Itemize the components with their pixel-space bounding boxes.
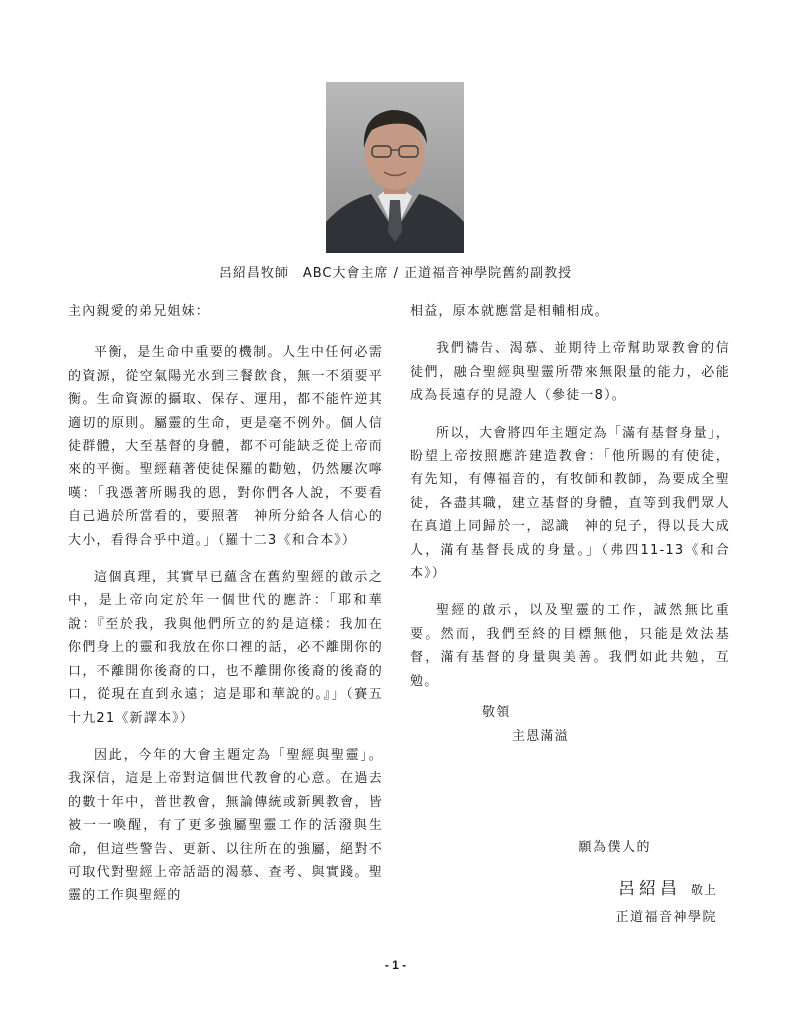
signature-name: 呂紹昌 bbox=[617, 879, 681, 899]
paragraph-prayer: 我們禱告、渴慕、並期待上帝幫助眾教會的信徒們，融合聖經與聖靈所帶來無限量的能力，必能成為長遠存的見證人（參徒一8）。 bbox=[410, 341, 730, 404]
letter-right-column bbox=[410, 300, 730, 748]
paragraph-truth: 這個真理，其實早已蘊含在舊約聖經的啟示之中，是上帝向定於年一個世代的應許：「耶和華說：『至於我，我與他們所立的約是這樣：我加在你們身上的靈和我放在你口裡的話，必不離開你的口，不離開你後裔的口，也不離開你後裔的後裔的口，從現在直到永遠；這是耶和華說的。』」（賽五十九21《新譯本》） bbox=[68, 570, 383, 726]
paragraph-balance: 平衡，是生命中重要的機制。人生中任何必需的資源，從空氣陽光水到三餐飲食，無一不須要平衡。生命資源的攝取、保存、運用，都不能忤逆其適切的原則。屬靈的生命，更是毫不例外。個人信徒群體，大至基督的身體，都不可能缺乏從上帝而來的平衡。聖經藉著使徒保羅的勸勉，仍然屢次嚀嘆：「我憑著所賜我的恩，對你們各人說，不要看自己過於所當看的，要照著 神所分給各人信心的大小，看得合乎中道。」（羅十二3《和合本》） bbox=[68, 345, 383, 548]
page-number: - 1 - bbox=[384, 958, 407, 972]
paragraph-theme: 因此，今年的大會主題定為「聖經與聖靈」。我深信，這是上帝對這個世代教會的心意。在過去的數十年中，普世教會，無論傳統或新興教會，皆被一一喚醒，有了更多強屬聖靈工作的活潑與生命，但這些警告、更新、以往所在的強屬，絕對不可取代對聖經上帝話語的渴慕、查考、與實踐。聖靈的工作與聖經的 bbox=[68, 747, 383, 904]
closing-salutation: 敬領 bbox=[482, 705, 511, 721]
greeting: 主內親愛的弟兄姐妹： bbox=[68, 304, 211, 319]
letter-left-column bbox=[68, 300, 383, 922]
signature-servant-line: 願為僕人的 bbox=[578, 840, 651, 855]
portrait-photo-icon bbox=[326, 82, 464, 253]
closing-blessing: 主恩滿溢 bbox=[512, 728, 569, 744]
signature-institution: 正道福音神學院 bbox=[615, 910, 717, 925]
signature-suffix: 敬上 bbox=[690, 883, 717, 897]
author-photo bbox=[326, 82, 464, 253]
paragraph-conclusion: 聖經的啟示，以及聖靈的工作，誠然無比重要。然而，我們至終的目標無他，只能是效法基督，滿有基督的身量與美善。我們如此共勉，互勉。 bbox=[410, 603, 730, 689]
author-byline: 呂紹昌牧師 ABC大會主席 / 正道福音神學院舊約副教授 bbox=[218, 266, 573, 281]
paragraph-continuation: 相益，原本就應當是相輔相成。 bbox=[410, 304, 609, 319]
signature-name-line bbox=[618, 874, 717, 899]
paragraph-four-year-theme: 所以，大會將四年主題定為「滿有基督身量」，盼望上帝按照應許建造教會：「他所賜的有使徒，有先知，有傳福音的，有牧師和教師，為要成全聖徒，各盡其職，建立基督的身體，直等到我們眾人在真道上同歸於一，認識 神的兒子，得以長大成人，滿有基督長成的身量。」（弗四11-13《和合本》） bbox=[410, 425, 730, 582]
